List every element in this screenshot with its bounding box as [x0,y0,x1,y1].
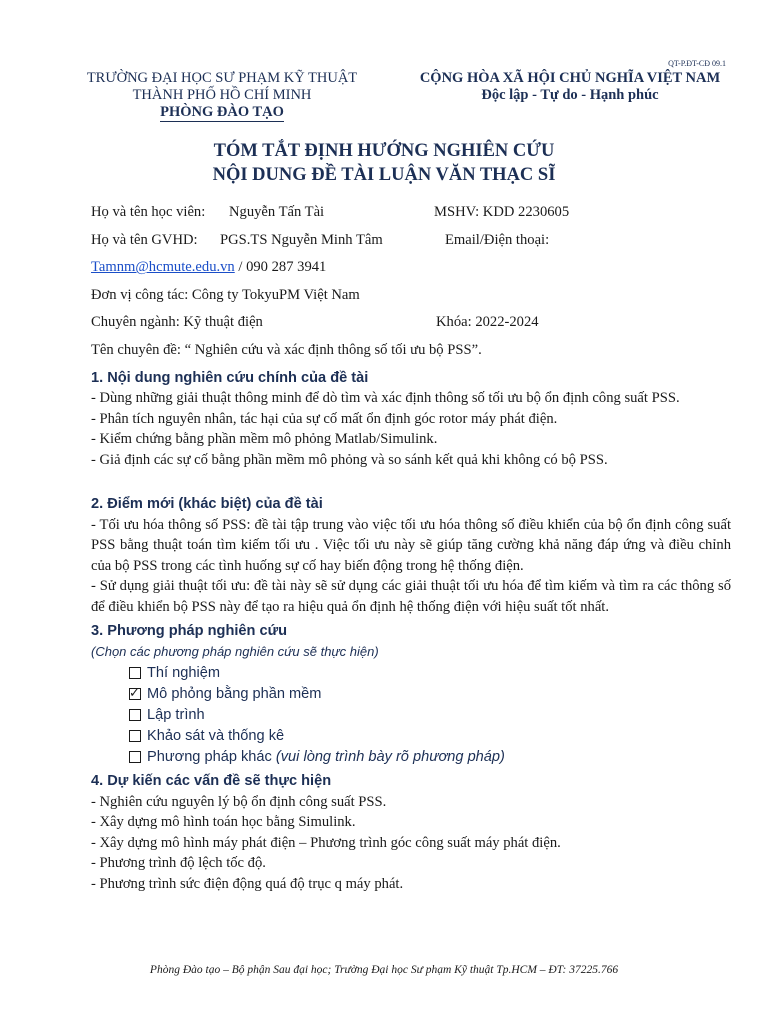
section-1-item: - Kiểm chứng bằng phần mềm mô phỏng Matlab/Simulink. [91,431,438,448]
section-1-item: - Phân tích nguyên nhân, tác hại của sự cố mất ổn định góc rotor máy phát điện. [91,410,558,427]
section-4-item: - Nghiên cứu nguyên lý bộ ổn định công suất PSS. [91,793,387,810]
advisor-name: PGS.TS Nguyễn Minh Tâm [220,231,383,248]
workplace-row [91,285,731,313]
national-motto: Độc lập - Tự do - Hạnh phúc [481,87,659,103]
section-4-item: - Phương trình sức điện động quá độ trục q máy phát. [91,875,404,892]
section-4-item: - Phương trình độ lệch tốc độ. [91,855,266,872]
section-1-heading: 1. Nội dung nghiên cứu chính của đề tài [91,369,369,386]
section-2-item: - Sử dụng giải thuật tối ưu: đề tài này sẽ sử dụng các giải thuật tối ưu hóa để tìm kiếm và tìm ra các thông số để điều khiển bộ PSS này để tạo ra hiệu quả ổn định hệ thống điện với hiệu suất tốt nhất. [91,578,731,615]
institution-department: PHÒNG ĐÀO TẠO [160,104,284,120]
section-3-hint: (Chọn các phương pháp nghiên cứu sẽ thực hiện) [91,643,379,659]
method-option [91,746,731,767]
method-option-label: Lập trình [147,706,205,723]
header-institution [82,70,362,122]
method-option [91,704,731,725]
section-3-heading: 3. Phương pháp nghiên cứu [91,623,288,640]
course: Khóa: 2022-2024 [436,314,539,331]
contact-label: Email/Điện thoại: [445,231,550,248]
method-option [91,683,731,704]
section-2-item: - Tối ưu hóa thông số PSS: đề tài tập trung vào việc tối ưu hóa thông số điều khiển của bộ ổn định công suất PSS bằng thuật toán tìm kiếm tối ưu . Việc tối ưu này sẽ giúp tăng cường khả năng đáp ứng và điều chỉnh của bộ PSS trong các tình huống sự cố hay biến động trong hệ thống điện. [91,516,731,574]
method-option-label: Phương pháp khác [147,748,272,765]
header-national [405,70,735,104]
topic: Tên chuyên đề: “ Nghiên cứu và xác định thông số tối ưu bộ PSS”. [91,341,482,358]
method-option-note: (vui lòng trình bày rõ phương pháp) [275,748,505,765]
institution-line-2: THÀNH PHỐ HỒ CHÍ MINH [132,87,312,103]
advisor-label: Họ và tên GVHD: [91,231,198,248]
page-footer: Phòng Đào tạo – Bộ phận Sau đại học; Trường Đại học Sư phạm Kỹ thuật Tp.HCM – ĐT: 37225.766 [149,964,619,976]
section-2-heading: 2. Điểm mới (khác biệt) của đề tài [91,496,323,513]
advisor-phone: / 090 287 3941 [234,259,327,276]
student-row [91,202,731,230]
checkbox-unchecked[interactable] [129,709,141,721]
workplace: Đơn vị công tác: Công ty TokyuPM Việt Nam [91,286,360,303]
advisor-row [91,230,731,258]
section-1-item: - Dùng những giải thuật thông minh để dò tìm và xác định thông số tối ưu bộ ổn định công suất PSS. [91,390,680,407]
method-option-label: Mô phỏng bằng phần mềm [147,685,322,702]
checkbox-unchecked[interactable] [129,730,141,742]
document-body [91,202,731,894]
document-title [0,139,768,187]
contact-row [91,257,731,285]
student-label: Họ và tên học viên: [91,204,206,220]
checkbox-unchecked[interactable] [129,667,141,679]
document-code: QT-P.ĐT-CĐ 09.1 [668,59,726,68]
method-option-label: Khảo sát và thống kê [147,727,285,744]
major: Chuyên ngành: Kỹ thuật điện [91,314,263,331]
title-line-2: NỘI DUNG ĐỀ TÀI LUẬN VĂN THẠC SĨ [212,165,556,185]
checkbox-unchecked[interactable] [129,751,141,763]
topic-row [91,340,731,364]
student-id: MSHV: KDD 2230605 [434,204,570,220]
method-option [91,662,731,683]
section-1-item: - Giả định các sự cố bằng phần mềm mô phỏng và so sánh kết quả khi không có bộ PSS. [91,451,608,468]
advisor-email-link[interactable]: Tamnm@hcmute.edu.vn [91,259,235,276]
section-4-heading: 4. Dự kiến các vấn đề sẽ thực hiện [91,773,332,790]
major-row [91,312,731,340]
method-option [91,725,731,746]
institution-line-1: TRƯỜNG ĐẠI HỌC SƯ PHẠM KỸ THUẬT [86,70,358,86]
method-option-label: Thí nghiệm [147,664,221,681]
national-title: CỘNG HÒA XÃ HỘI CHỦ NGHĨA VIỆT NAM [419,70,721,86]
section-4-item: - Xây dựng mô hình máy phát điện – Phương trình góc công suất máy phát điện. [91,834,561,851]
title-line-1: TÓM TẮT ĐỊNH HƯỚNG NGHIÊN CỨU [213,141,555,161]
checkbox-checked[interactable] [129,688,141,700]
student-name: Nguyễn Tấn Tài [229,204,325,220]
section-4-item: - Xây dựng mô hình toán học bằng Simulink. [91,814,356,831]
